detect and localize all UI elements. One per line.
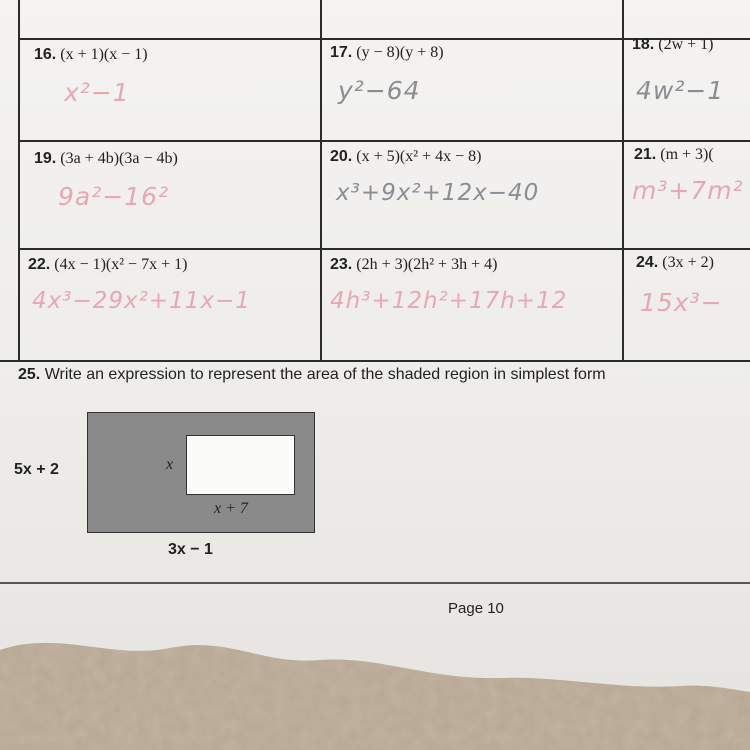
- problem-20: [330, 148, 481, 166]
- outer-height-label: 5x + 2: [14, 461, 59, 478]
- problem-number: 22.: [28, 256, 51, 273]
- handwritten-answer: 4x³−29x²+11x−1: [32, 288, 251, 314]
- problem-number: 17.: [330, 44, 353, 61]
- problem-16: [34, 46, 148, 64]
- problem-number: 18.: [632, 36, 655, 53]
- handwritten-answer: 15x³−: [640, 288, 723, 317]
- inner-width-label: x + 7: [214, 500, 248, 517]
- grid-line: [18, 140, 750, 142]
- problem-17: [330, 44, 444, 62]
- problem-expression: (m + 3)(: [660, 146, 714, 163]
- problem-number: 21.: [634, 146, 657, 163]
- grid-line: [0, 360, 750, 362]
- handwritten-answer: x³+9x²+12x−40: [336, 180, 540, 206]
- handwritten-answer: x²−1: [64, 78, 130, 107]
- problem-expression: (2h + 3)(2h² + 3h + 4): [356, 256, 498, 273]
- blanket-background: [0, 620, 750, 750]
- problem-number: 20.: [330, 148, 353, 165]
- problem-expression: (3a + 4b)(3a − 4b): [60, 150, 178, 167]
- handwritten-answer: y²−64: [338, 76, 421, 105]
- handwritten-answer: 4h³+12h²+17h+12: [330, 288, 568, 314]
- question-25: [18, 366, 606, 384]
- grid-line: [622, 0, 624, 362]
- inner-height-label: x: [166, 456, 174, 473]
- question-number: 25.: [18, 366, 41, 383]
- question-text: Write an expression to represent the area of the shaded region in simplest form: [44, 366, 606, 383]
- problem-number: 24.: [636, 254, 659, 271]
- problem-19: [34, 150, 178, 168]
- problem-24: [636, 254, 714, 272]
- problem-expression: (y − 8)(y + 8): [356, 44, 444, 61]
- problem-expression: (4x − 1)(x² − 7x + 1): [54, 256, 188, 273]
- grid-line: [18, 0, 20, 362]
- grid-line: [0, 582, 750, 584]
- problem-number: 16.: [34, 46, 57, 63]
- grid-line: [18, 248, 750, 250]
- problem-21: [634, 146, 714, 164]
- page-number: Page 10: [448, 600, 504, 617]
- problem-18: [632, 36, 713, 54]
- problem-expression: (2w + 1): [658, 36, 714, 53]
- problem-expression: (x + 1)(x − 1): [60, 46, 148, 63]
- outer-width-label: 3x − 1: [168, 541, 213, 558]
- problem-number: 19.: [34, 150, 57, 167]
- problem-number: 23.: [330, 256, 353, 273]
- problem-23: [330, 256, 497, 274]
- unshaded-inner-rectangle: [186, 435, 295, 495]
- problem-expression: (x + 5)(x² + 4x − 8): [356, 148, 482, 165]
- problem-expression: (3x + 2): [662, 254, 714, 271]
- problem-22: [28, 256, 187, 274]
- grid-line: [320, 0, 322, 362]
- handwritten-answer: m³+7m²: [632, 176, 744, 205]
- handwritten-answer: 9a²−16²: [58, 182, 170, 211]
- handwritten-answer: 4w²−1: [636, 76, 725, 105]
